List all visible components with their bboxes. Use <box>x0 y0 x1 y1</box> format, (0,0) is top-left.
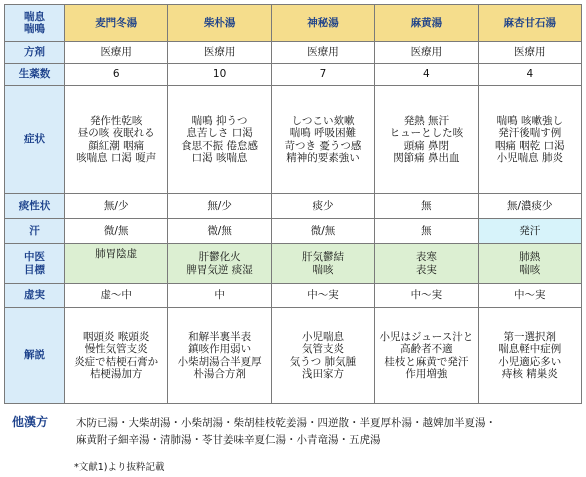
tcm-goal-cell <box>65 244 168 284</box>
symptom-line: 息苦しさ 口渇 <box>186 127 253 140</box>
commentary-line: 桔梗湯加方 <box>89 367 143 380</box>
other-formulas-list <box>76 415 496 449</box>
commentary-line: 気管支炎 <box>301 343 344 356</box>
column-header-5: 麻杏甘石湯 <box>478 5 581 42</box>
commentary-cell <box>375 308 478 404</box>
row-deficiency-excess <box>5 284 582 308</box>
symptoms-cell <box>478 86 581 194</box>
deficiency-excess-cell: 中 <box>168 284 271 308</box>
corner-line-1: 喘息 <box>24 10 45 23</box>
row-label-tcm-goal <box>5 244 65 284</box>
prescription-cell: 医療用 <box>375 42 478 64</box>
column-header-3: 神秘湯 <box>271 5 374 42</box>
commentary-cell <box>478 308 581 404</box>
corner-line-2: 喘鳴 <box>24 23 45 35</box>
deficiency-excess-cell: 中～実 <box>271 284 374 308</box>
row-label-crude-drug-count: 生薬数 <box>5 64 65 86</box>
symptom-line: 発熱 無汗 <box>403 115 450 128</box>
prescription-cell: 医療用 <box>271 42 374 64</box>
prescription-cell: 医療用 <box>478 42 581 64</box>
row-label-deficiency-excess: 虚実 <box>5 284 65 308</box>
commentary-line: 鎮咳作用弱い <box>188 343 252 356</box>
tcm-goal-line: 表寒 <box>415 251 437 264</box>
commentary-line: 小児喘息 <box>301 331 344 344</box>
symptom-line: 顔紅潮 咽痛 <box>88 139 145 152</box>
commentary-line: 作用増強 <box>405 367 448 380</box>
symptom-line: しつこい欬嗽 <box>291 115 355 128</box>
row-prescription <box>5 42 582 64</box>
sweat-cell: 微/無 <box>168 219 271 244</box>
row-crude-drug-count <box>5 64 582 86</box>
symptom-line: 苛つき 憂うつ感 <box>284 139 362 152</box>
deficiency-excess-cell: 虚～中 <box>65 284 168 308</box>
other-formulas-line-1: 木防已湯・大柴胡湯・小柴胡湯・柴胡桂枝乾姜湯・四逆散・半夏厚朴湯・越婢加半夏湯・ <box>76 417 496 429</box>
symptom-line: 小児喘息 肺炎 <box>496 151 563 164</box>
row-symptoms <box>5 86 582 194</box>
commentary-line: 慢性気管支炎 <box>84 343 148 356</box>
row-sputum <box>5 194 582 219</box>
row-label-sputum: 痰性状 <box>5 194 65 219</box>
sputum-cell: 無/少 <box>168 194 271 219</box>
row-sweat <box>5 219 582 244</box>
commentary-cell <box>65 308 168 404</box>
other-formulas-label: 他漢方 <box>12 415 49 429</box>
commentary-line: 高齢者不適 <box>400 343 453 356</box>
symptom-line: 食思不振 倦怠感 <box>181 139 258 152</box>
commentary-line: 痔核 精巣炎 <box>501 367 558 380</box>
deficiency-excess-cell: 中～実 <box>478 284 581 308</box>
symptoms-cell <box>271 86 374 194</box>
sweat-cell: 無 <box>375 219 478 244</box>
sweat-cell: 微/無 <box>271 219 374 244</box>
row-label-sweat: 汗 <box>5 219 65 244</box>
symptom-line: ヒューとした咳 <box>389 127 464 140</box>
crude-drug-count-cell: 7 <box>271 64 374 86</box>
tcm-goal-line: 喘咳 <box>519 263 541 276</box>
symptom-line: 喘鳴 抑うつ <box>191 115 248 128</box>
tcm-goal-line: 喘咳 <box>312 263 334 276</box>
symptom-line: 咽痛 咽乾 口渇 <box>494 139 565 152</box>
commentary-line: 気うつ 肺気腫 <box>289 355 357 368</box>
symptom-line: 精神的要素強い <box>286 151 360 164</box>
tcm-goal-cell <box>168 244 271 284</box>
symptoms-cell <box>168 86 271 194</box>
symptom-line: 発作性乾咳 <box>89 115 143 128</box>
sputum-cell: 無 <box>375 194 478 219</box>
deficiency-excess-cell: 中～実 <box>375 284 478 308</box>
symptom-line: 喘鳴 咳嗽強し <box>496 115 563 128</box>
corner-cell <box>5 5 65 42</box>
tcm-goal-cell <box>375 244 478 284</box>
column-header-4: 麻黄湯 <box>375 5 478 42</box>
other-formulas-line-2: 麻黄附子細辛湯・清肺湯・苓甘姜味辛夏仁湯・小青竜湯・五虎湯 <box>76 434 381 446</box>
symptom-line: 頭痛 鼻閉 <box>403 139 450 152</box>
commentary-line: 小柴胡湯合半夏厚 <box>177 355 262 368</box>
kampo-comparison-table <box>4 4 582 404</box>
prescription-cell: 医療用 <box>168 42 271 64</box>
tcm-goal-cell <box>478 244 581 284</box>
sweat-cell: 微/無 <box>65 219 168 244</box>
commentary-line: 小児はジュース汁と <box>379 331 474 344</box>
column-header-2: 柴朴湯 <box>168 5 271 42</box>
prescription-cell: 医療用 <box>65 42 168 64</box>
tcm-goal-line: 肺熱 <box>519 251 541 264</box>
crude-drug-count-cell: 4 <box>478 64 581 86</box>
tcm-goal-line: 肝気鬱結 <box>301 251 344 264</box>
commentary-line: 浅田家方 <box>301 367 344 380</box>
symptom-line: 口渇 咳喘息 <box>191 151 248 164</box>
commentary-line: 桂枝と麻黄で発汗 <box>384 355 469 368</box>
commentary-line: 炎症で桔梗石膏か <box>74 355 159 368</box>
symptoms-cell <box>375 86 478 194</box>
symptoms-cell <box>65 86 168 194</box>
symptom-line: 発汗後喘す例 <box>498 127 562 140</box>
header-row <box>5 5 582 42</box>
crude-drug-count-cell: 4 <box>375 64 478 86</box>
source-note: *文献1)より抜粋記載 <box>74 462 165 473</box>
row-label-tcm-goal-line-1: 中医 <box>24 251 45 264</box>
tcm-goal-cell <box>271 244 374 284</box>
row-label-symptoms: 症状 <box>5 86 65 194</box>
column-header-1: 麦門冬湯 <box>65 5 168 42</box>
commentary-line: 朴湯合方剤 <box>193 367 246 380</box>
tcm-goal-line: 肺胃陰虚 <box>95 248 138 260</box>
symptom-line: 昼の咳 夜眠れる <box>77 127 155 140</box>
commentary-cell <box>168 308 271 404</box>
row-commentary <box>5 308 582 404</box>
commentary-line: 第一選択剤 <box>503 331 557 344</box>
symptom-line: 関節痛 鼻出血 <box>393 151 460 164</box>
commentary-line: 咽頭炎 喉頭炎 <box>83 331 150 344</box>
commentary-line: 小児適応多い <box>498 355 562 368</box>
commentary-cell <box>271 308 374 404</box>
symptom-line: 喘鳴 呼吸困難 <box>289 127 357 140</box>
sputum-cell: 痰少 <box>271 194 374 219</box>
tcm-goal-line: 肝鬱化火 <box>198 251 241 264</box>
row-tcm-goal <box>5 244 582 284</box>
crude-drug-count-cell: 10 <box>168 64 271 86</box>
sputum-cell: 無/少 <box>65 194 168 219</box>
sputum-cell: 無/濃痰少 <box>478 194 581 219</box>
tcm-goal-line: 脾胃気逆 痰湿 <box>186 263 253 276</box>
tcm-goal-line: 表実 <box>415 263 437 276</box>
commentary-line: 和解半裏半表 <box>188 331 252 344</box>
row-label-tcm-goal-line-2: 目標 <box>24 263 45 276</box>
commentary-line: 喘息軽中症例 <box>498 343 562 356</box>
crude-drug-count-cell: 6 <box>65 64 168 86</box>
row-label-prescription: 方剤 <box>5 42 65 64</box>
sweat-cell-highlighted: 発汗 <box>478 219 581 244</box>
row-label-commentary: 解説 <box>5 308 65 404</box>
symptom-line: 咳喘息 口渇 嗄声 <box>76 151 157 164</box>
